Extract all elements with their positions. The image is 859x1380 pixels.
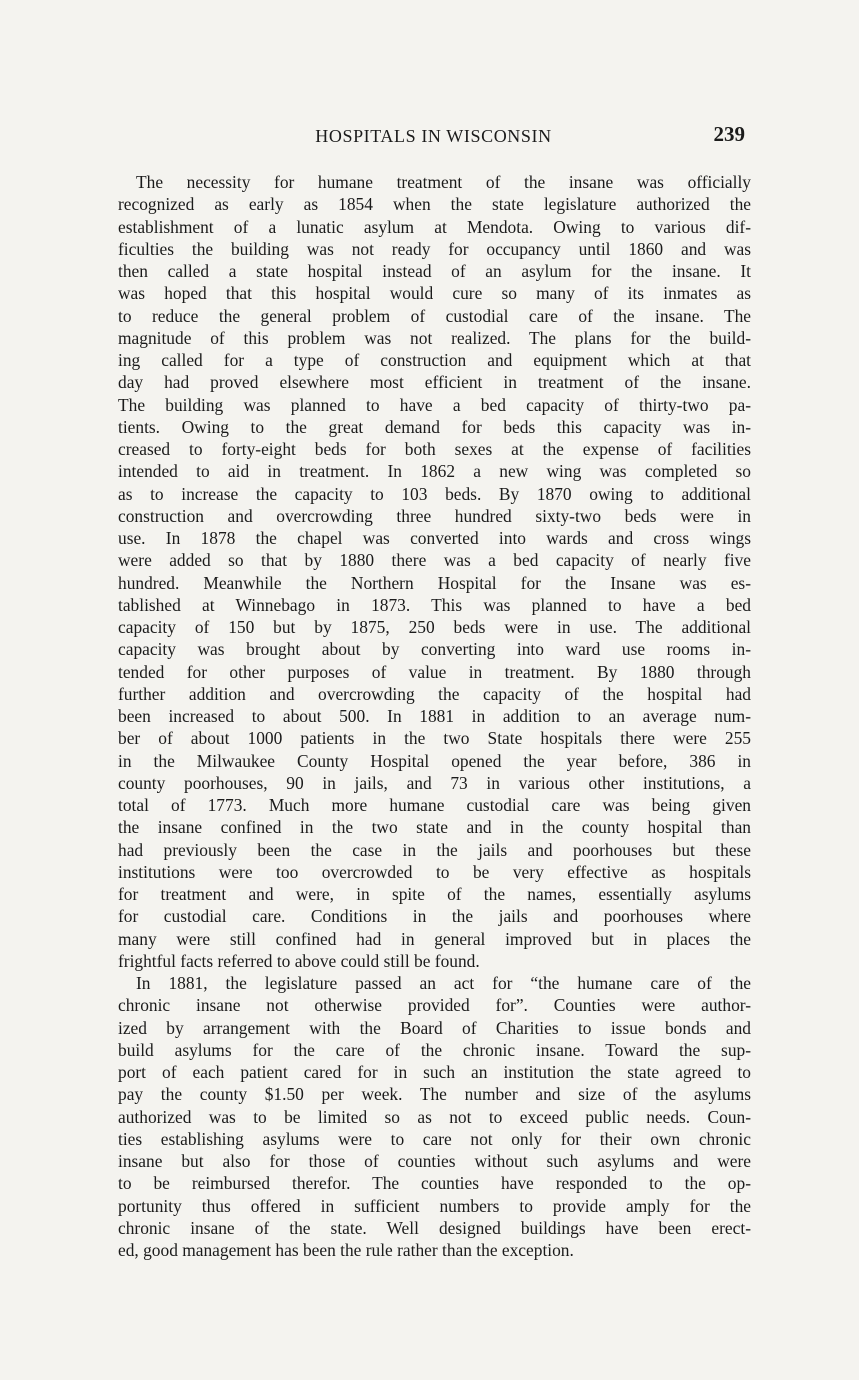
text-line: The necessity for humane treatment of the insane was officially bbox=[136, 172, 751, 192]
text-line: establishment of a lunatic asylum at Mendota. Owing to various dif- bbox=[118, 216, 751, 237]
text-line: capacity was brought about by converting into ward use rooms in- bbox=[118, 639, 751, 660]
paragraph-2 bbox=[118, 972, 751, 1261]
text-line: total of 1773. Much more humane custodial care was being given bbox=[118, 795, 751, 815]
text-line: ing called for a type of construction and equipment which at that bbox=[118, 350, 751, 370]
text-line: were added so that by 1880 there was a bed capacity of nearly five bbox=[118, 550, 751, 571]
text-line: recognized as early as 1854 when the state legislature authorized the bbox=[118, 194, 751, 215]
text-line: frightful facts referred to above could still be found. bbox=[118, 950, 480, 971]
page-number: 239 bbox=[713, 122, 745, 146]
text-line: tended for other purposes of value in treatment. By 1880 through bbox=[118, 661, 751, 682]
text-line: tablished at Winnebago in 1873. This was planned to have a bed bbox=[118, 594, 751, 615]
body-text bbox=[118, 171, 751, 1261]
text-line: The building was planned to have a bed capacity of thirty-two pa- bbox=[118, 394, 751, 415]
text-line: institutions were too overcrowded to be very effective as hospitals bbox=[118, 861, 751, 882]
text-line: county poorhouses, 90 in jails, and 73 in various other institutions, a bbox=[118, 772, 751, 793]
text-line: In 1881, the legislature passed an act for “the humane care of the bbox=[136, 973, 751, 993]
running-head bbox=[118, 124, 749, 152]
text-line: ized by arrangement with the Board of Charities to issue bonds and bbox=[118, 1017, 751, 1038]
text-line: hundred. Meanwhile the Northern Hospital for the Insane was es- bbox=[118, 572, 751, 593]
text-line: portunity thus offered in sufficient numbers to provide amply for the bbox=[118, 1195, 751, 1216]
text-line: the insane confined in the two state and in the county hospital than bbox=[118, 817, 751, 838]
text-line: tients. Owing to the great demand for beds this capacity was in- bbox=[118, 416, 751, 437]
text-line: as to increase the capacity to 103 beds. By 1870 owing to additional bbox=[118, 483, 751, 504]
text-line: insane but also for those of counties without such asylums and were bbox=[118, 1151, 751, 1171]
text-line: build asylums for the care of the chronic insane. Toward the sup- bbox=[118, 1039, 751, 1060]
text-line: construction and overcrowding three hundred sixty-two beds were in bbox=[118, 505, 751, 526]
text-line: further addition and overcrowding the capacity of the hospital had bbox=[118, 683, 751, 704]
text-line: been increased to about 500. In 1881 in addition to an average num- bbox=[118, 706, 751, 726]
text-line: port of each patient cared for in such an institution the state agreed to bbox=[118, 1062, 751, 1082]
text-line: ber of about 1000 patients in the two State hospitals there were 255 bbox=[118, 728, 751, 749]
text-line: ties establishing asylums were to care not only for their own chronic bbox=[118, 1128, 751, 1149]
text-line: day had proved elsewhere most efficient in treatment of the insane. bbox=[118, 372, 751, 393]
text-line: creased to forty-eight beds for both sexes at the expense of facilities bbox=[118, 439, 751, 459]
text-line: many were still confined had in general improved but in places the bbox=[118, 928, 751, 949]
text-line: ed, good management has been the rule rather than the exception. bbox=[118, 1240, 574, 1260]
text-line: for custodial care. Conditions in the jails and poorhouses where bbox=[118, 906, 751, 927]
text-line: in the Milwaukee County Hospital opened the year before, 386 in bbox=[118, 750, 751, 771]
text-line: to be reimbursed therefor. The counties have responded to the op- bbox=[118, 1173, 751, 1194]
text-line: intended to aid in treatment. In 1862 a new wing was completed so bbox=[118, 461, 751, 482]
text-line: was hoped that this hospital would cure so many of its inmates as bbox=[118, 283, 751, 304]
text-line: use. In 1878 the chapel was converted into wards and cross wings bbox=[118, 528, 751, 548]
text-line: authorized was to be limited so as not to exceed public needs. Coun- bbox=[118, 1106, 751, 1127]
text-line: ficulties the building was not ready for occupancy until 1860 and was bbox=[118, 238, 751, 259]
text-line: pay the county $1.50 per week. The number and size of the asylums bbox=[118, 1084, 751, 1105]
paragraph-1 bbox=[118, 171, 751, 972]
text-line: chronic insane of the state. Well designed buildings have been erect- bbox=[118, 1217, 751, 1238]
text-line: had previously been the case in the jails and poorhouses but these bbox=[118, 839, 751, 860]
text-line: then called a state hospital instead of an asylum for the insane. It bbox=[118, 261, 751, 281]
text-line: to reduce the general problem of custodial care of the insane. The bbox=[118, 305, 751, 326]
text-line: chronic insane not otherwise provided for”. Counties were author- bbox=[118, 995, 751, 1016]
text-line: capacity of 150 but by 1875, 250 beds were in use. The additional bbox=[118, 617, 751, 637]
text-line: for treatment and were, in spite of the names, essentially asylums bbox=[118, 884, 751, 904]
text-line: magnitude of this problem was not realized. The plans for the build- bbox=[118, 327, 751, 348]
running-title: HOSPITALS IN WISCONSIN bbox=[315, 126, 552, 146]
